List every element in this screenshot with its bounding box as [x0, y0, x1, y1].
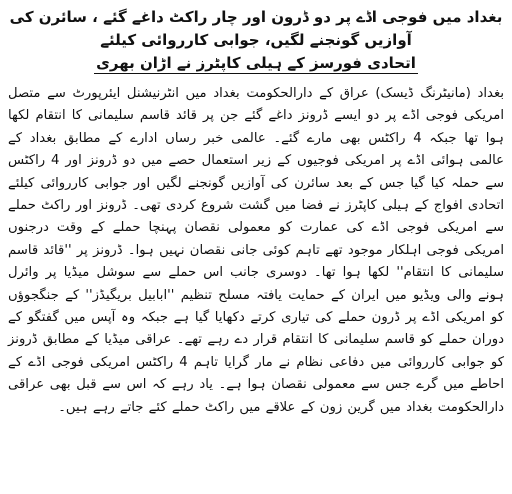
article-headline: [8, 6, 504, 75]
article-body: [8, 83, 504, 419]
article-paragraph: بغداد (مانیٹرنگ ڈیسک) عراق کے دارالحکومت بغداد میں انٹرنیشنل ایئرپورٹ سے متصل امریکی فوجی اڈے پر دو ایسے ڈرونز داغے گئے جن پر قائد قاسم سلیمانی کا انتقام لکھا ہوا تھا جبکہ 4 راکٹس بھی مارے گئے۔ عالمی خبر رساں ادارے کے مطابق بغداد کے عالمی ہوائی اڈے پر امریکی فوجیوں کے زیر استعمال حصے میں دو ڈرونز اور 4 راکٹس سے حملہ کیا گیا جس کے بعد سائرن کی آوازیں گونجنے لگیں اور جوابی کارروائی کیلئے اتحادی افواج کے ہیلی کاپٹرز نے فضا میں گشت شروع کردی تھی۔ ڈرونز اور راکٹ حملے سے امریکی فوجی اڈے کی عمارت کو معمولی نقصان پہنچا حملے کے وقت درجنوں امریکی فوجی اہلکار موجود تھے تاہم کوئی جانی نقصان نہیں ہوا۔ ڈرونز پر ''قائد قاسم سلیمانی کا انتقام'' لکھا ہوا تھا۔ دوسری جانب اس حملے سے سوشل میڈیا پر وائرل ہونے والی ویڈیو میں ایران کے حمایت یافتہ مسلح تنظیم ''ابابیل بریگیڈز'' کے جنگجوؤں کو امریکی اڈے پر ڈرون حملے کی تیاری کرتے دکھایا گیا ہے جبکہ وہ آپس میں گفتگو کے دوران حملے کو قاسم سلیمانی کا انتقام قرار دے رہے تھے۔ عراقی میڈیا کے مطابق ڈرونز کو جوابی کارروائی میں دفاعی نظام نے مار گرایا تاہم 4 راکٹس امریکی فوجی اڈے کے احاطے میں گرے جس سے معمولی نقصان ہوا ہے۔ یاد رہے کہ اس سے قبل بھی عراقی دارالحکومت بغداد میں گرین زون کے علاقے میں راکٹ حملے کئے جاتے رہے ہیں۔: [8, 86, 505, 415]
headline-line-1: بغداد میں فوجی اڈے پر دو ڈرون اور چار راکٹ داغے گئے ، سائرن کی آوازیں گونجنے لگیں، جوابی کارروائی کیلئے: [9, 8, 503, 49]
headline-line-2: اتحادی فورسز کے ہیلی کاپٹرز نے اڑان بھری: [96, 54, 416, 72]
